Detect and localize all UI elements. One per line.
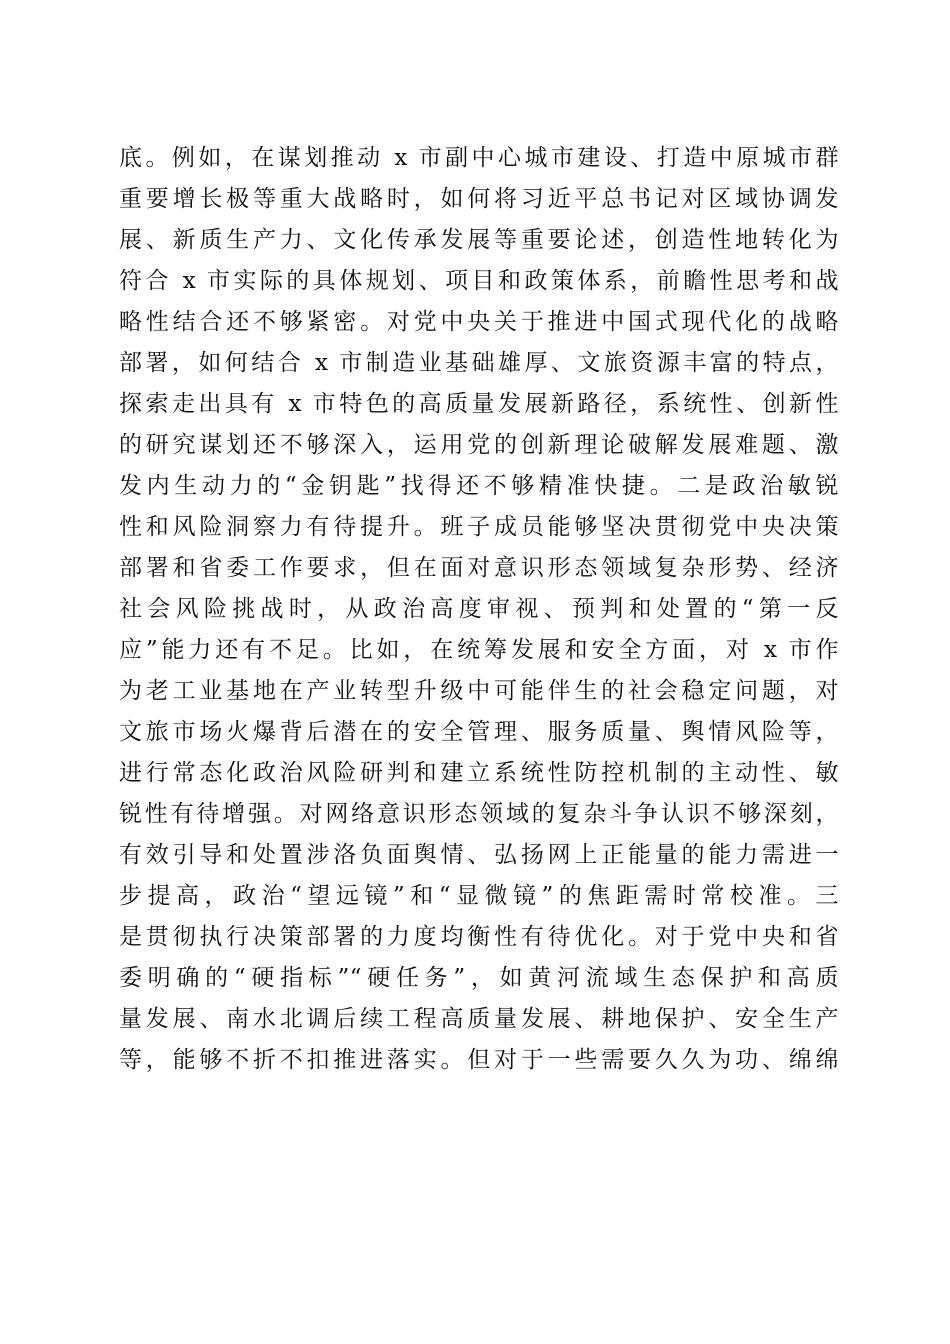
text-line: 步提高，政治“望远镜”和“显微镜”的焦距需时常校准。三 [119, 883, 839, 909]
text-line: 展、新质生产力、文化传承发展等重要论述，创造性地转化为 [119, 227, 839, 253]
text-line: 等，能够不折不扣推进落实。但对于一些需要久久为功、绵绵 [119, 1047, 839, 1073]
text-line: 探索走出具有 x 市特色的高质量发展新路径，系统性、创新性 [119, 391, 839, 417]
text-line: 重要增长极等重大战略时，如何将习近平总书记对区域协调发 [119, 186, 839, 212]
text-line: 有效引导和处置涉洛负面舆情、弘扬网上正能量的能力需进一 [119, 842, 839, 868]
text-line: 量发展、南水北调后续工程高质量发展、耕地保护、安全生产 [119, 1006, 839, 1032]
body-text [119, 138, 839, 1081]
text-line: 应”能力还有不足。比如，在统筹发展和安全方面，对 x 市作 [119, 637, 839, 663]
text-line: 符合 x 市实际的具体规划、项目和政策体系，前瞻性思考和战 [119, 268, 839, 294]
text-line: 锐性有待增强。对网络意识形态领域的复杂斗争认识不够深刻， [119, 801, 839, 827]
text-line: 为老工业基地在产业转型升级中可能伴生的社会稳定问题，对 [119, 678, 839, 704]
text-line: 进行常态化政治风险研判和建立系统性防控机制的主动性、敏 [119, 760, 839, 786]
text-line: 社会风险挑战时，从政治高度审视、预判和处置的“第一反 [119, 596, 839, 622]
text-line: 部署和省委工作要求，但在面对意识形态领域复杂形势、经济 [119, 555, 839, 581]
text-line: 的研究谋划还不够深入，运用党的创新理论破解发展难题、激 [119, 432, 839, 458]
text-line: 是贯彻执行决策部署的力度均衡性有待优化。对于党中央和省 [119, 924, 839, 950]
text-line: 底。例如，在谋划推动 x 市副中心城市建设、打造中原城市群 [119, 145, 839, 171]
text-line: 性和风险洞察力有待提升。班子成员能够坚决贯彻党中央决策 [119, 514, 839, 540]
text-line: 部署，如何结合 x 市制造业基础雄厚、文旅资源丰富的特点， [119, 350, 839, 376]
text-line: 略性结合还不够紧密。对党中央关于推进中国式现代化的战略 [119, 309, 839, 335]
text-line: 委明确的“硬指标”“硬任务”，如黄河流域生态保护和高质 [119, 965, 839, 991]
text-line: 文旅市场火爆背后潜在的安全管理、服务质量、舆情风险等， [119, 719, 839, 745]
text-line: 发内生动力的“金钥匙”找得还不够精准快捷。二是政治敏锐 [119, 473, 839, 499]
